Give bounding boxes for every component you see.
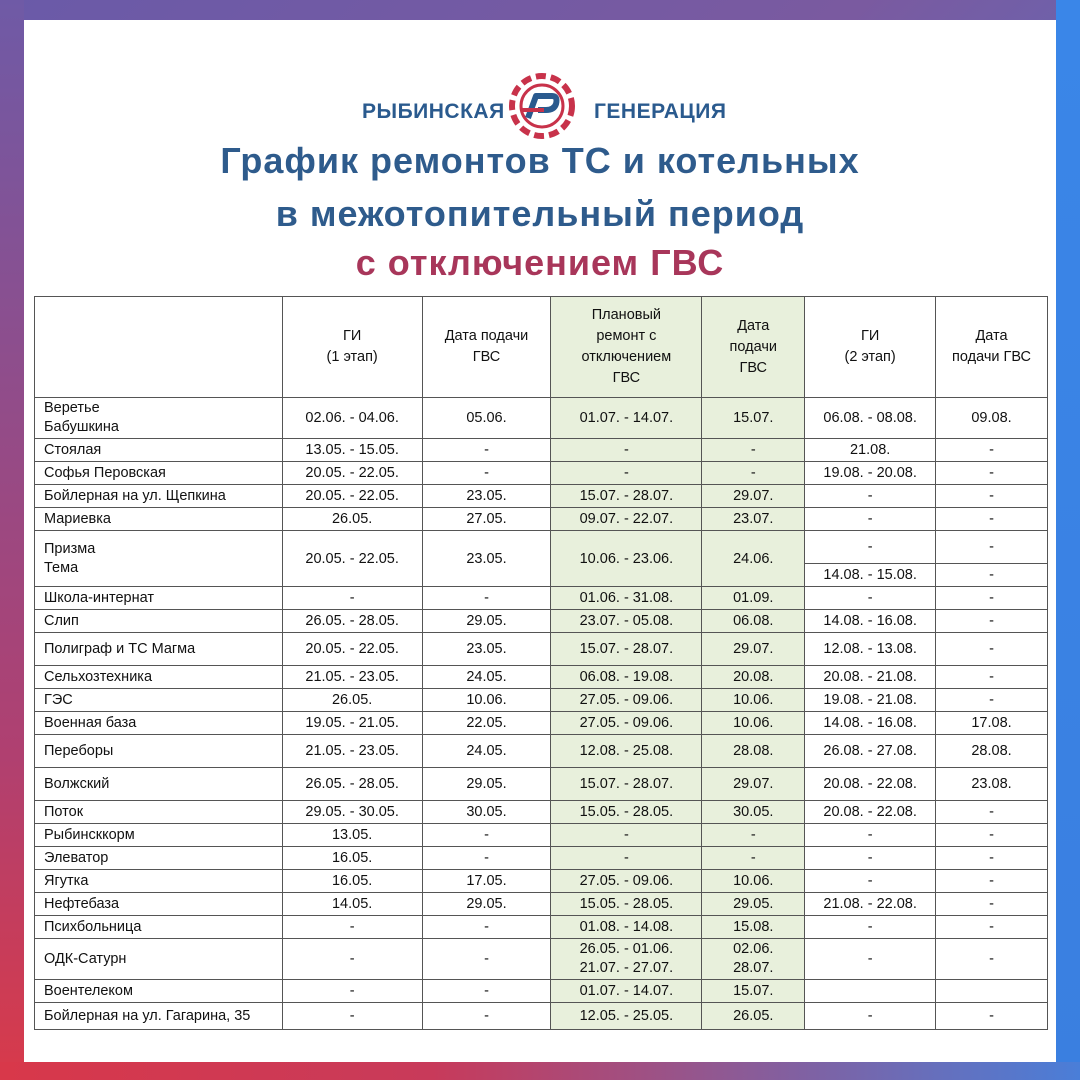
date-cell: -	[936, 508, 1048, 531]
date-cell: 15.05. - 28.05.	[551, 801, 702, 824]
logo-text-right: ГЕНЕРАЦИЯ	[594, 100, 727, 123]
date-cell: 09.08.	[936, 398, 1048, 439]
table-row	[35, 847, 1048, 870]
date-cell: 27.05.	[422, 508, 551, 531]
date-cell: -	[422, 939, 551, 980]
date-cell: -	[551, 439, 702, 462]
date-cell: -	[936, 689, 1048, 712]
site-name-cell: Ягутка	[35, 870, 283, 893]
date-cell: 17.08.	[936, 712, 1048, 735]
date-cell: 02.06. - 04.06.	[282, 398, 422, 439]
date-cell: -	[805, 824, 936, 847]
table-row	[35, 870, 1048, 893]
date-cell: 26.08. - 27.08.	[805, 735, 936, 768]
frame-bottom-edge	[0, 1062, 1080, 1080]
header-cell: Плановый ремонт с отключением ГВС	[551, 297, 702, 398]
site-name-cell: Волжский	[35, 768, 283, 801]
site-name-cell: Сельхозтехника	[35, 666, 283, 689]
date-cell: -	[702, 847, 805, 870]
date-cell: 30.05.	[702, 801, 805, 824]
date-cell: 20.05. - 22.05.	[282, 633, 422, 666]
date-cell: 29.07.	[702, 768, 805, 801]
date-cell: 15.07.	[702, 980, 805, 1003]
date-cell	[805, 980, 936, 1003]
date-cell: 10.06.	[422, 689, 551, 712]
date-cell: 15.08.	[702, 916, 805, 939]
logo-text-left: РЫБИНСКАЯ	[362, 100, 505, 123]
date-cell: -	[805, 508, 936, 531]
table-row	[35, 587, 1048, 610]
date-cell: -	[282, 916, 422, 939]
date-cell: 16.05.	[282, 870, 422, 893]
date-cell: 23.05.	[422, 531, 551, 587]
site-name-cell: Психбольница	[35, 916, 283, 939]
date-cell: 16.05.	[282, 847, 422, 870]
date-cell: 20.08. - 22.08.	[805, 768, 936, 801]
date-cell: 06.08.	[702, 610, 805, 633]
date-cell: 13.05.	[282, 824, 422, 847]
date-cell: 26.05.	[282, 508, 422, 531]
date-cell: 23.07.	[702, 508, 805, 531]
date-cell: 14.08. - 16.08.	[805, 712, 936, 735]
date-cell: -	[282, 587, 422, 610]
date-cell: -	[422, 462, 551, 485]
company-logo	[24, 70, 1056, 150]
site-name-cell: ГЭС	[35, 689, 283, 712]
date-cell: -	[551, 462, 702, 485]
table-row	[35, 689, 1048, 712]
date-cell: 09.07. - 22.07.	[551, 508, 702, 531]
date-cell: 10.06.	[702, 689, 805, 712]
table-row	[35, 980, 1048, 1003]
date-cell: 28.08.	[702, 735, 805, 768]
repair-schedule-table	[34, 296, 1048, 1030]
site-name-cell: Веретье Бабушкина	[35, 398, 283, 439]
date-cell: 20.05. - 22.05.	[282, 485, 422, 508]
date-cell: 01.07. - 14.07.	[551, 980, 702, 1003]
site-name-cell: Софья Перовская	[35, 462, 283, 485]
date-cell: 15.05. - 28.05.	[551, 893, 702, 916]
date-cell: -	[282, 939, 422, 980]
date-cell: -	[936, 916, 1048, 939]
date-cell: 06.08. - 08.08.	[805, 398, 936, 439]
date-cell: -	[936, 633, 1048, 666]
date-cell: 29.05.	[422, 893, 551, 916]
date-cell: 05.06.	[422, 398, 551, 439]
date-cell: 23.05.	[422, 485, 551, 508]
table-row	[35, 485, 1048, 508]
table-header-row	[35, 297, 1048, 398]
date-cell: 15.07. - 28.07.	[551, 768, 702, 801]
date-cell: -	[936, 564, 1048, 587]
site-name-cell: Рыбинсккорм	[35, 824, 283, 847]
table-row	[35, 633, 1048, 666]
date-cell: 29.05.	[422, 768, 551, 801]
date-cell: 21.08.	[805, 439, 936, 462]
date-cell: 29.05.	[422, 610, 551, 633]
date-cell: -	[422, 439, 551, 462]
date-cell: 19.08. - 21.08.	[805, 689, 936, 712]
date-cell: -	[805, 847, 936, 870]
date-cell: -	[936, 893, 1048, 916]
title-line-1: График ремонтов ТС и котельных	[220, 140, 860, 181]
date-cell: 29.05. - 30.05.	[282, 801, 422, 824]
date-cell: 21.05. - 23.05.	[282, 735, 422, 768]
date-cell: 27.05. - 09.06.	[551, 870, 702, 893]
header-cell: Дата подачи ГВС	[702, 297, 805, 398]
date-cell: 26.05.	[282, 689, 422, 712]
date-cell: 23.08.	[936, 768, 1048, 801]
table-row	[35, 439, 1048, 462]
header-cell: Дата подачи ГВС	[422, 297, 551, 398]
table-row	[35, 824, 1048, 847]
date-cell: 21.08. - 22.08.	[805, 893, 936, 916]
date-cell: 15.07. - 28.07.	[551, 485, 702, 508]
date-cell: -	[805, 485, 936, 508]
date-cell: -	[936, 666, 1048, 689]
table-row	[35, 462, 1048, 485]
date-cell: 10.06.	[702, 870, 805, 893]
table-row	[35, 508, 1048, 531]
date-cell: -	[936, 485, 1048, 508]
date-cell: 26.05. - 28.05.	[282, 610, 422, 633]
site-name-cell: Переборы	[35, 735, 283, 768]
date-cell: 12.08. - 25.08.	[551, 735, 702, 768]
date-cell: -	[805, 916, 936, 939]
table-row	[35, 666, 1048, 689]
date-cell: -	[936, 939, 1048, 980]
date-cell: 30.05.	[422, 801, 551, 824]
date-cell: 26.05. - 28.05.	[282, 768, 422, 801]
site-name-cell: Нефтебаза	[35, 893, 283, 916]
table-row	[35, 801, 1048, 824]
date-cell: -	[282, 1003, 422, 1030]
table-row	[35, 735, 1048, 768]
table-row	[35, 398, 1048, 439]
date-cell: 01.06. - 31.08.	[551, 587, 702, 610]
site-name-cell: Призма Тема	[35, 531, 283, 587]
date-cell: 02.06. 28.07.	[702, 939, 805, 980]
date-cell: -	[422, 916, 551, 939]
title-line-2: в межотопительный период	[275, 193, 805, 234]
site-name-cell: Военная база	[35, 712, 283, 735]
site-name-cell: Элеватор	[35, 847, 283, 870]
logo-emblem-icon	[506, 70, 578, 142]
date-cell: 15.07.	[702, 398, 805, 439]
date-cell: -	[936, 462, 1048, 485]
date-cell: 29.07.	[702, 633, 805, 666]
date-cell: 20.08. - 21.08.	[805, 666, 936, 689]
date-cell: 24.05.	[422, 735, 551, 768]
date-cell: 01.09.	[702, 587, 805, 610]
date-cell: 20.05. - 22.05.	[282, 462, 422, 485]
frame-right-edge	[1056, 0, 1080, 1080]
date-cell: 19.05. - 21.05.	[282, 712, 422, 735]
date-cell: -	[805, 587, 936, 610]
date-cell: -	[805, 1003, 936, 1030]
site-name-cell: Школа-интернат	[35, 587, 283, 610]
date-cell: -	[805, 939, 936, 980]
date-cell: -	[282, 980, 422, 1003]
header-cell: Дата подачи ГВС	[936, 297, 1048, 398]
date-cell: 10.06.	[702, 712, 805, 735]
site-name-cell: Бойлерная на ул. Гагарина, 35	[35, 1003, 283, 1030]
table-row	[35, 712, 1048, 735]
date-cell: 10.06. - 23.06.	[551, 531, 702, 587]
date-cell: -	[702, 462, 805, 485]
header-cell: ГИ (1 этап)	[282, 297, 422, 398]
table-row	[35, 1003, 1048, 1030]
date-cell: 28.08.	[936, 735, 1048, 768]
date-cell: 22.05.	[422, 712, 551, 735]
date-cell: 20.05. - 22.05.	[282, 531, 422, 587]
date-cell: -	[936, 801, 1048, 824]
date-cell: 14.08. - 15.08.	[805, 564, 936, 587]
site-name-cell: Мариевка	[35, 508, 283, 531]
date-cell: 17.05.	[422, 870, 551, 893]
date-cell: -	[936, 1003, 1048, 1030]
date-cell: -	[551, 847, 702, 870]
date-cell: 23.05.	[422, 633, 551, 666]
date-cell: -	[936, 439, 1048, 462]
site-name-cell: Полиграф и ТС Магма	[35, 633, 283, 666]
date-cell: -	[936, 610, 1048, 633]
site-name-cell: Стоялая	[35, 439, 283, 462]
date-cell: 27.05. - 09.06.	[551, 689, 702, 712]
date-cell: -	[422, 847, 551, 870]
date-cell: -	[936, 587, 1048, 610]
header-cell: ГИ (2 этап)	[805, 297, 936, 398]
date-cell: 20.08.	[702, 666, 805, 689]
title-line-3: с отключением ГВС	[355, 242, 725, 283]
date-cell: -	[805, 531, 936, 564]
date-cell: -	[936, 824, 1048, 847]
date-cell: 01.07. - 14.07.	[551, 398, 702, 439]
date-cell: 29.05.	[702, 893, 805, 916]
date-cell: 15.07. - 28.07.	[551, 633, 702, 666]
site-name-cell: Воентелеком	[35, 980, 283, 1003]
table-row	[35, 916, 1048, 939]
date-cell: 24.06.	[702, 531, 805, 587]
date-cell: 14.05.	[282, 893, 422, 916]
site-name-cell: Поток	[35, 801, 283, 824]
site-name-cell: Слип	[35, 610, 283, 633]
date-cell: 12.08. - 13.08.	[805, 633, 936, 666]
date-cell: -	[936, 870, 1048, 893]
date-cell	[936, 980, 1048, 1003]
date-cell: -	[422, 1003, 551, 1030]
header-cell	[35, 297, 283, 398]
date-cell: 13.05. - 15.05.	[282, 439, 422, 462]
date-cell: 26.05.	[702, 1003, 805, 1030]
site-name-cell: ОДК-Сатурн	[35, 939, 283, 980]
table-row	[35, 610, 1048, 633]
date-cell: 14.08. - 16.08.	[805, 610, 936, 633]
date-cell: 19.08. - 20.08.	[805, 462, 936, 485]
date-cell: 27.05. - 09.06.	[551, 712, 702, 735]
date-cell: 23.07. - 05.08.	[551, 610, 702, 633]
date-cell: 06.08. - 19.08.	[551, 666, 702, 689]
frame-left-edge	[0, 0, 24, 1080]
table-row	[35, 768, 1048, 801]
date-cell: -	[702, 439, 805, 462]
date-cell: -	[805, 870, 936, 893]
date-cell: -	[422, 824, 551, 847]
date-cell: -	[551, 824, 702, 847]
date-cell: 29.07.	[702, 485, 805, 508]
table-row	[35, 939, 1048, 980]
date-cell: 21.05. - 23.05.	[282, 666, 422, 689]
site-name-cell: Бойлерная на ул. Щепкина	[35, 485, 283, 508]
poster-body	[24, 20, 1056, 1062]
date-cell: -	[422, 980, 551, 1003]
date-cell: 26.05. - 01.06. 21.07. - 27.07.	[551, 939, 702, 980]
date-cell: 24.05.	[422, 666, 551, 689]
date-cell: 01.08. - 14.08.	[551, 916, 702, 939]
date-cell: -	[422, 587, 551, 610]
date-cell: 12.05. - 25.05.	[551, 1003, 702, 1030]
table-row	[35, 893, 1048, 916]
date-cell: 20.08. - 22.08.	[805, 801, 936, 824]
date-cell: -	[702, 824, 805, 847]
date-cell: -	[936, 531, 1048, 564]
table-row	[35, 531, 1048, 564]
date-cell: -	[936, 847, 1048, 870]
